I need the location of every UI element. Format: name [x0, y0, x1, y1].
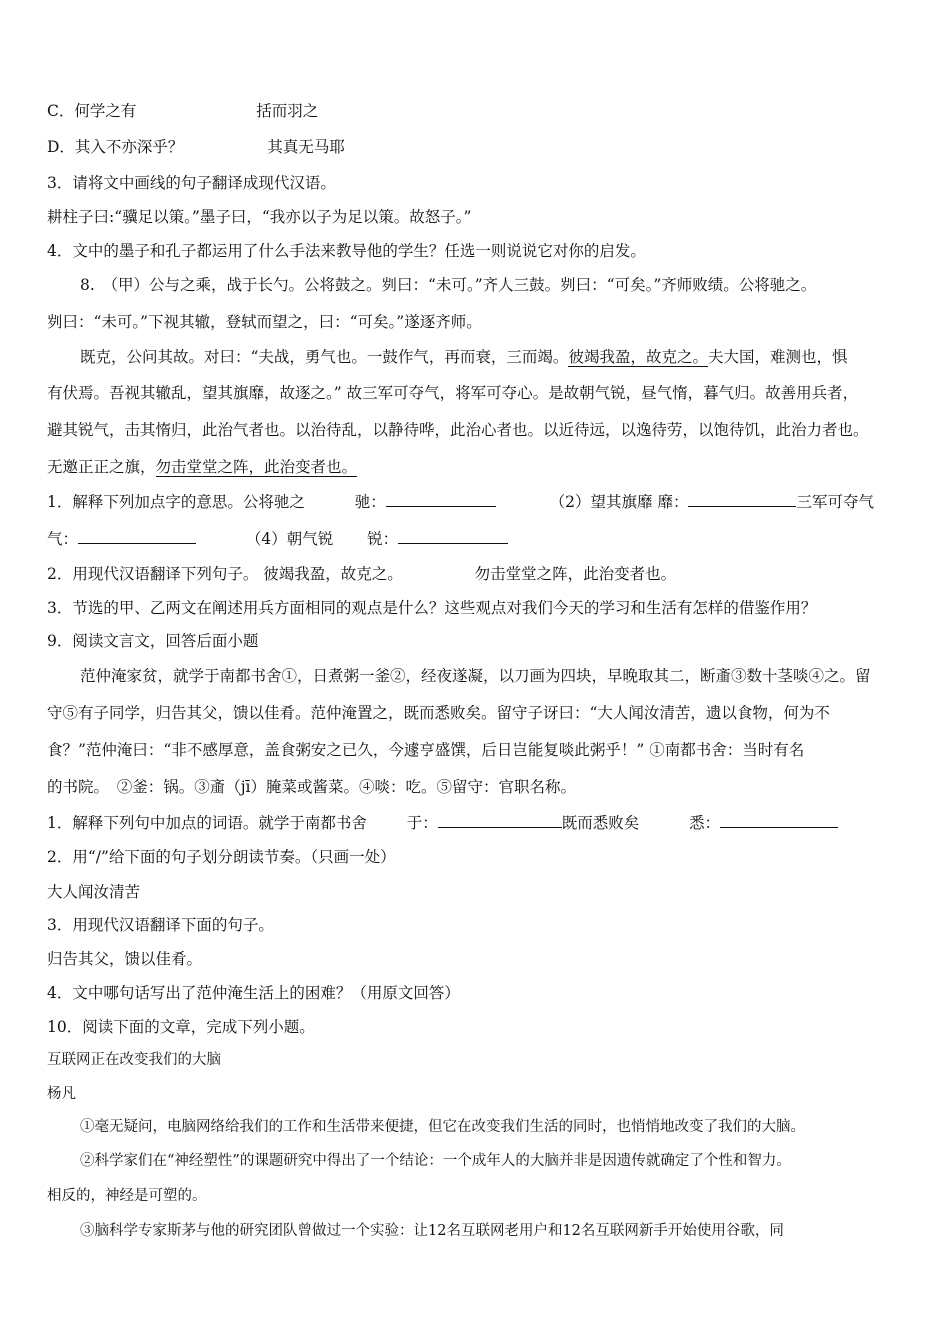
q8-sub1-item: （4）朝气锐 — [245, 530, 334, 548]
q9-sub2: 2．用“/”给下面的句子划分朗读节奏。（只画一处） — [47, 848, 396, 866]
q9-sub3-sentence: 归告其父，馈以佳肴。 — [47, 950, 203, 968]
q8-passage-line — [80, 346, 910, 368]
q8-sub1-cont — [47, 527, 910, 550]
q8-sub2 — [47, 563, 910, 585]
q8-passage-line: 避其锐气，击其惰归，此治气者也。以治待乱，以静待哗，此治心者也。以近待远，以逸待劳，以饱待饥，此治力者也。 — [47, 421, 869, 439]
q9-notes: 的书院。 ②釜：锅。③齑（jī）腌菜或酱菜。④啖：吃。⑤留守：官职名称。 — [47, 778, 577, 796]
underlined-sentence: 勿击堂堂之阵，此治变者也。 — [155, 458, 358, 476]
option-d — [47, 136, 910, 158]
q8-sub2-text: 2．用现代汉语翻译下列句子。 彼竭我盈，故克之。 — [47, 565, 403, 583]
q9-sub1-item: 既而悉败矣 — [561, 814, 640, 832]
option-c-right: 括而羽之 — [256, 102, 319, 120]
article-paragraph: 相反的，神经是可塑的。 — [47, 1188, 207, 1204]
q8-text: 无邀正正之旗， — [47, 458, 156, 476]
article-paragraph: ②科学家们在“神经塑性”的课题研究中得出了一个结论：一个成年人的大脑并非是因遗传就确定了个性和智力。 — [80, 1153, 791, 1169]
q9-sub1-term: 于： — [406, 814, 438, 832]
q7-sub4: 4．文中的墨子和孔子都运用了什么手法来教导他的学生？任选一则说说它对你的启发。 — [47, 242, 646, 260]
q7-sub3-sentence: 耕柱子曰:“骥足以策。”墨子曰，“我亦以子为足以策。故怒子。” — [47, 208, 472, 226]
q9-sub1-text: 1．解释下列句中加点的词语。就学于南都书舍 — [47, 814, 367, 832]
q9-passage-line: 范仲淹家贫，就学于南都书舍①，日煮粥一釜②，经夜遂凝，以刀画为四块，早晚取其二，断齑③数十茎啖④之。留 — [80, 667, 871, 685]
article-author: 杨凡 — [47, 1086, 76, 1102]
q10-title: 10．阅读下面的文章，完成下列小题。 — [47, 1018, 315, 1036]
q8-passage-line — [47, 456, 910, 478]
q8-passage-line: 刿曰：“未可。”下视其辙，登轼而望之，曰：“可矣。”遂逐齐师。 — [47, 313, 482, 331]
q9-passage-line: 食？”范仲淹曰：“非不感厚意，盖食粥安之已久，今遽亨盛馔，后日岂能复啖此粥乎！” ①南都书舍：当时有名 — [47, 741, 805, 759]
q8-sub1-item: 三军可夺气 — [796, 493, 874, 511]
q9-sub1 — [47, 811, 910, 834]
answer-blank[interactable] — [78, 527, 196, 544]
answer-blank[interactable] — [398, 527, 508, 544]
q8-sub1-term: 靡： — [657, 493, 689, 511]
article-title: 互联网正在改变我们的大脑 — [47, 1052, 221, 1068]
q8-sub1-item: （2）望其旗靡 — [549, 493, 653, 511]
q9-sub3: 3．用现代汉语翻译下面的句子。 — [47, 916, 274, 934]
q9-sub1-term: 悉： — [689, 814, 721, 832]
option-c — [47, 100, 910, 122]
option-d-right: 其真无马耶 — [267, 138, 345, 156]
article-paragraph: ③脑科学专家斯茅与他的研究团队曾做过一个实验：让12名互联网老用户和12名互联网新手开始使用谷歌，同 — [80, 1223, 784, 1239]
q9-passage-line: 守⑤有子同学，归告其父，馈以佳肴。范仲淹置之，既而悉败矣。留守子讶曰：“大人闻汝清苦，遗以食物，何为不 — [47, 704, 830, 722]
q8-text: 既克，公问其故。对曰：“夫战，勇气也。一鼓作气，再而衰，三而竭。 — [80, 348, 569, 366]
answer-blank[interactable] — [720, 811, 838, 828]
q8-sub1-term: 驰： — [354, 493, 386, 511]
option-c-label: C．何学之有 — [47, 102, 137, 120]
q8-sub2-text: 勿击堂堂之阵，此治变者也。 — [474, 565, 677, 583]
q9-sub2-sentence: 大人闻汝清苦 — [47, 883, 141, 901]
q8-passage-line: 有伏焉。吾视其辙乱，望其旗靡，故逐之。” 故三军可夺气，将军可夺心。是故朝气锐，昼气惰，暮气归。故善用兵者， — [47, 384, 859, 402]
q8-sub1-text: 1．解释下列加点字的意思。公将驰之 — [47, 493, 305, 511]
q8-text: 夫大国，难测也，惧 — [707, 348, 848, 366]
answer-blank[interactable] — [688, 490, 796, 507]
q8-passage-line: 8. （甲）公与之乘，战于长勺。公将鼓之。刿曰：“未可。”齐人三鼓。刿曰：“可矣。”齐师败绩。公将驰之。 — [80, 276, 817, 294]
q8-sub1 — [47, 490, 910, 513]
q7-sub3: 3．请将文中画线的句子翻译成现代汉语。 — [47, 174, 336, 192]
article-paragraph: ①毫无疑问，电脑网络给我们的工作和生活带来便捷，但它在改变我们生活的同时，也悄悄地改变了我们的大脑。 — [80, 1119, 805, 1135]
q9-title: 9．阅读文言文，回答后面小题 — [47, 632, 259, 650]
option-d-label: D．其入不亦深乎？ — [47, 138, 184, 156]
q8-sub1-term: 气： — [47, 530, 79, 548]
underlined-sentence: 彼竭我盈，故克之。 — [568, 348, 708, 366]
q8-sub1-term: 锐： — [367, 530, 399, 548]
q9-sub4: 4．文中哪句话写出了范仲淹生活上的困难？（用原文回答） — [47, 984, 460, 1002]
answer-blank[interactable] — [438, 811, 562, 828]
answer-blank[interactable] — [386, 490, 496, 507]
q8-sub3: 3．节选的甲、乙两文在阐述用兵方面相同的观点是什么？这些观点对我们今天的学习和生活有怎样的借鉴作用？ — [47, 599, 817, 617]
